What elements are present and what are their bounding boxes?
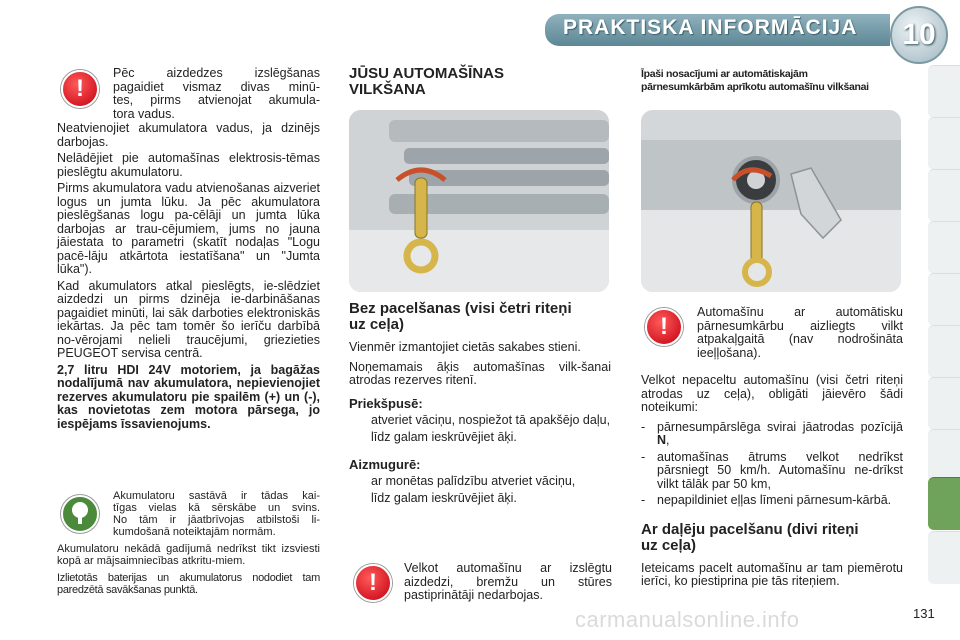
- eco-paragraph: Akumulatoru nekādā gadījumā nedrīkst tikt izsviesti kopā ar mājsaimniecības atkritu-miem.: [57, 543, 320, 567]
- paragraph: Nelādējiet pie automašīnas elektrosis-tēmas pieslēgtu akumulatoru.: [57, 151, 320, 179]
- chapter-tab[interactable]: [928, 169, 960, 222]
- chapter-number: 10: [902, 18, 936, 51]
- eco-line: kumdošanā noteiktajām normām.: [113, 526, 276, 538]
- list-item-text: pārnesumpārslēga svirai jāatrodas pozīcijā: [657, 419, 903, 434]
- list-item-text: nepapildiniet eļļas līmeni pārnesum-kārbā.: [657, 493, 892, 507]
- eco-line: tīgas vielas kā sērskābe un svins.: [113, 502, 320, 514]
- small-title-line: pārnesumkārbām aprīkotu automašīnu vilkšanai: [641, 81, 869, 93]
- warning-text: Velkot automašīnu ar izslēgtu aizdedzi, bremžu un stūres pastiprinātāji nedarbojas.: [404, 561, 612, 602]
- list-item: [349, 492, 611, 506]
- subsection-title: uz ceļa): [641, 536, 697, 554]
- list-item-text: automašīnas ātrums velkot nedrīkst pārsniegt 50 km/h. Automašīnu ne-drīkst vilkt tālāk par 50 km,: [657, 449, 903, 491]
- section-title-line: VILKŠANA: [349, 81, 426, 98]
- recycle-icon: [61, 495, 99, 533]
- chapter-badge: [890, 6, 948, 64]
- paragraph: Pirms akumulatora vadu atvienošanas aizveriet logus un jumta lūku. Ja pēc akumulatora pieslēgšanas logu pa-cēlāji un jumta lūka darbojas ar trau-cējumiem, jums no jauna jāiestata to parametri (skatīt nodaļas "Logu pacē-lāju atkārtota iestatīšana" un "Jumta lūka").: [57, 181, 320, 276]
- rear-tow-hook-photo: [641, 110, 901, 292]
- warning-line: tes, pirms atvienojat akumula-: [113, 93, 320, 107]
- warning-block: [404, 562, 612, 606]
- dash-marker: -: [641, 449, 646, 464]
- page-number: 131: [913, 606, 935, 621]
- chapter-tab[interactable]: [928, 531, 960, 584]
- subsection-title: uz ceļa): [349, 316, 405, 333]
- list-item: [349, 431, 611, 445]
- list-item: [641, 451, 903, 492]
- eco-line: Akumulatoru sastāvā ir tādas kai-: [113, 490, 320, 502]
- list-item: [641, 421, 903, 448]
- chapter-tab[interactable]: [928, 325, 960, 378]
- chapter-tab-active[interactable]: [928, 477, 960, 530]
- dash-marker: -: [641, 493, 646, 507]
- chapter-tab[interactable]: [928, 117, 960, 170]
- list-item: [641, 494, 903, 508]
- list-item-text: ,: [666, 433, 670, 447]
- list-item-text: ar monētas palīdzību atveriet vāciņu,: [371, 473, 576, 488]
- automatic-gearbox-notes: [641, 374, 903, 592]
- paragraph: Kad akumulators atkal pieslēgts, ie-slēdziet aizdedzi un pirms dzinēja ie-darbināšanas pagaidiet minūti, lai sāk darboties elektroniskās iekārtas. Ja pēc tam tomēr šo ierīču darbībā no-vērojami nelieli traucējumi, griezieties PEUGEOT servisa centrā.: [57, 278, 320, 360]
- warning-icon: !: [61, 70, 99, 108]
- small-title-line: Īpaši nosacījumi ar automātiskajām: [641, 68, 808, 80]
- chapter-tab[interactable]: [928, 65, 960, 118]
- warning-text: Automašīnu ar automātisku pārnesumkārbu aizliegts vilkt atpakaļgaitā (nav nodrošināta ieeļļošana).: [697, 305, 903, 360]
- battery-notes: [57, 122, 320, 434]
- chapter-tabs: [928, 65, 960, 605]
- list-item-text: atveriet vāciņu, nospiežot tā apakšējo daļu,: [371, 412, 611, 427]
- eco-paragraph: Izlietotās baterijas un akumulatorus nododiet tam paredzētā savākšanas punktā.: [57, 572, 320, 596]
- warning-block: [113, 67, 320, 121]
- towing-column: [349, 301, 611, 510]
- tow-hook-illustration: [349, 110, 609, 292]
- paragraph: Noņemamais āķis automašīnas vilk-šanai atrodas rezerves ritenī.: [349, 359, 611, 387]
- paragraph: Ieteicams pacelt automašīnu ar tam piemērotu ierīci, ko piestiprina pie tās riteņiem.: [641, 560, 903, 588]
- warning-block: [697, 306, 903, 363]
- list-item-text: līdz galam ieskrūvējiet āķi.: [371, 430, 517, 444]
- section-heading: [641, 68, 921, 94]
- watermark: carmanualsonline.info: [575, 607, 800, 632]
- section-title-line: JŪSU AUTOMAŠĪNAS: [349, 65, 505, 82]
- chapter-tab[interactable]: [928, 221, 960, 274]
- chapter-tab[interactable]: [928, 429, 960, 482]
- rear-label: Aizmugurē:: [349, 456, 421, 472]
- warning-icon: !: [645, 308, 683, 346]
- eco-line: No tām ir jāatbrīvojas atbilstoši li-: [113, 514, 320, 526]
- subsection-title: Ar daļēju pacelšanu (divi riteņi: [641, 520, 859, 538]
- section-heading: [349, 66, 619, 98]
- tow-hook-illustration: [641, 110, 901, 292]
- subsection-title: Bez pacelšanas (visi četri riteņi: [349, 300, 572, 317]
- list-item: [349, 414, 611, 428]
- warning-line: pagaidiet vismaz divas minū-: [113, 79, 320, 94]
- eco-rest: [57, 543, 320, 599]
- page-title: PRAKTISKA INFORMĀCIJA: [563, 16, 858, 39]
- list-item: [349, 475, 611, 489]
- bold-warning: 2,7 litru HDI 24V motoriem, ja bagāžas nodalījumā nav akumulatora, nepievienojiet rezerves akumulatoru pie spailēm (+) un (-), kas novietotas zem motora pārsega, jo iespējams īssavienojums.: [57, 362, 320, 431]
- tree-icon: [63, 497, 97, 531]
- front-tow-hook-photo: [349, 110, 609, 292]
- warning-line: tora vadus.: [113, 106, 175, 121]
- chapter-tab[interactable]: [928, 377, 960, 430]
- chapter-tab[interactable]: [928, 273, 960, 326]
- gear-position: N: [657, 433, 667, 447]
- warning-line: Pēc aizdedzes izslēgšanas: [113, 66, 320, 80]
- eco-block: [113, 490, 320, 538]
- dash-marker: -: [641, 419, 646, 434]
- front-label: Priekšpusē:: [349, 395, 423, 411]
- paragraph: Velkot nepaceltu automašīnu (visi četri riteņi atrodas uz ceļa), obligāti jāievēro šādi noteikumi:: [641, 373, 903, 414]
- list-item-text: līdz galam ieskrūvējiet āķi.: [371, 491, 517, 505]
- warning-icon: !: [354, 564, 392, 602]
- paragraph: Neatvienojiet akumulatora vadus, ja dzinējs darbojas.: [57, 121, 320, 149]
- page-header: [0, 0, 960, 52]
- paragraph: Vienmēr izmantojiet cietās sakabes stieni.: [349, 340, 581, 354]
